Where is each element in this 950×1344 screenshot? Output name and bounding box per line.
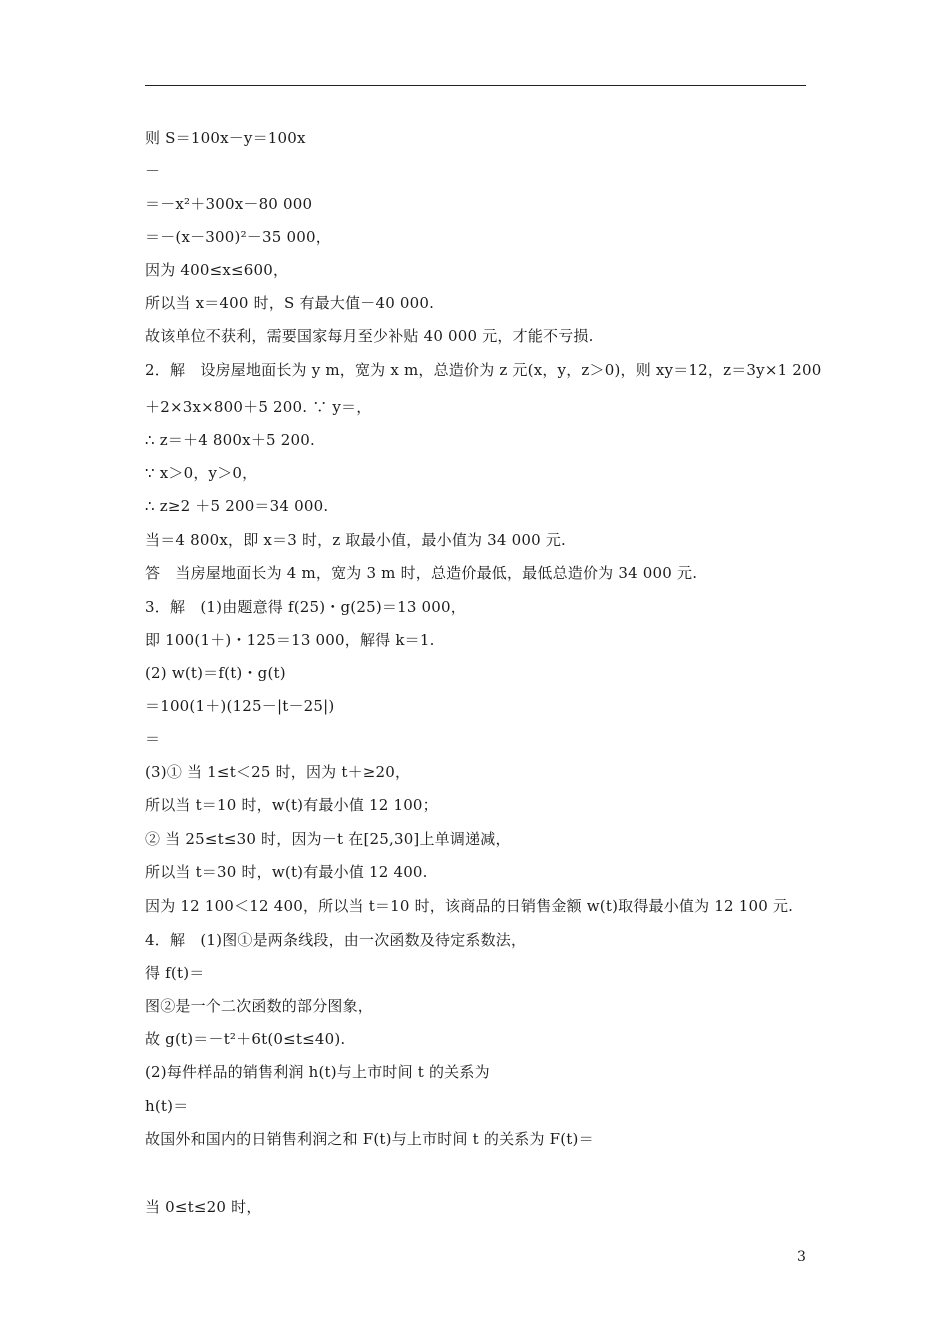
header-rule bbox=[145, 85, 806, 86]
text-line: ＝－(x－300)²－35 000， bbox=[145, 228, 331, 246]
text-line: ＋2×3x×800＋5 200. ∵ y＝， bbox=[145, 398, 372, 416]
text-line: 故 g(t)＝－t²＋6t(0≤t≤40). bbox=[145, 1030, 346, 1048]
text-line: 则 S＝100x－y＝100x bbox=[145, 129, 306, 147]
text-line: (3)① 当 1≤t＜25 时，因为 t＋≥20， bbox=[145, 763, 411, 781]
text-line: ＝ bbox=[145, 730, 161, 748]
text-line: ＝100(1＋)(125－|t－25|) bbox=[145, 697, 335, 715]
text-line: 2．解 设房屋地面长为 y m，宽为 x m，总造价为 z 元(x，y，z＞0)，则 xy＝12，z＝3y×1 200 bbox=[145, 361, 822, 379]
text-line: (2)每件样品的销售利润 h(t)与上市时间 t 的关系为 bbox=[145, 1063, 490, 1081]
text-line: 得 f(t)＝ bbox=[145, 964, 205, 982]
text-line: 因为 12 100＜12 400，所以当 t＝10 时，该商品的日销售金额 w(t)取得最小值为 12 100 元. bbox=[145, 897, 794, 915]
text-line: － bbox=[145, 162, 161, 180]
text-line: 图②是一个二次函数的部分图象， bbox=[145, 997, 374, 1015]
text-line: 所以当 x＝400 时，S 有最大值－40 000. bbox=[145, 294, 435, 312]
text-line: 因为 400≤x≤600， bbox=[145, 261, 289, 279]
text-line: 4．解 (1)图①是两条线段，由一次函数及待定系数法， bbox=[145, 931, 527, 949]
text-line: 即 100(1＋)・125＝13 000，解得 k＝1. bbox=[145, 631, 435, 649]
text-line: 故国外和国内的日销售利润之和 F(t)与上市时间 t 的关系为 F(t)＝ bbox=[145, 1130, 594, 1148]
text-line: 3．解 (1)由题意得 f(25)・g(25)＝13 000， bbox=[145, 598, 466, 616]
text-line: 故该单位不获利，需要国家每月至少补贴 40 000 元，才能不亏损. bbox=[145, 327, 594, 345]
text-line: 所以当 t＝10 时，w(t)有最小值 12 100； bbox=[145, 796, 438, 814]
text-line: ∴ z≥2 ＋5 200＝34 000. bbox=[145, 497, 329, 515]
text-line: ∵ x＞0，y＞0， bbox=[145, 464, 258, 482]
text-line: ∴ z＝＋4 800x＋5 200. bbox=[145, 431, 315, 449]
text-line: ＝－x²＋300x－80 000 bbox=[145, 195, 313, 213]
text-line: 当＝4 800x，即 x＝3 时，z 取最小值，最小值为 34 000 元. bbox=[145, 531, 567, 549]
page-number: 3 bbox=[797, 1249, 806, 1265]
text-line: ② 当 25≤t≤30 时，因为－t 在[25,30]上单调递减， bbox=[145, 830, 511, 848]
text-line: 当 0≤t≤20 时， bbox=[145, 1198, 262, 1216]
text-line: 所以当 t＝30 时，w(t)有最小值 12 400. bbox=[145, 863, 428, 881]
text-line: (2) w(t)＝f(t)・g(t) bbox=[145, 664, 286, 682]
text-line: 答 当房屋地面长为 4 m，宽为 3 m 时，总造价最低，最低总造价为 34 000 元. bbox=[145, 564, 698, 582]
text-line: h(t)＝ bbox=[145, 1097, 189, 1115]
